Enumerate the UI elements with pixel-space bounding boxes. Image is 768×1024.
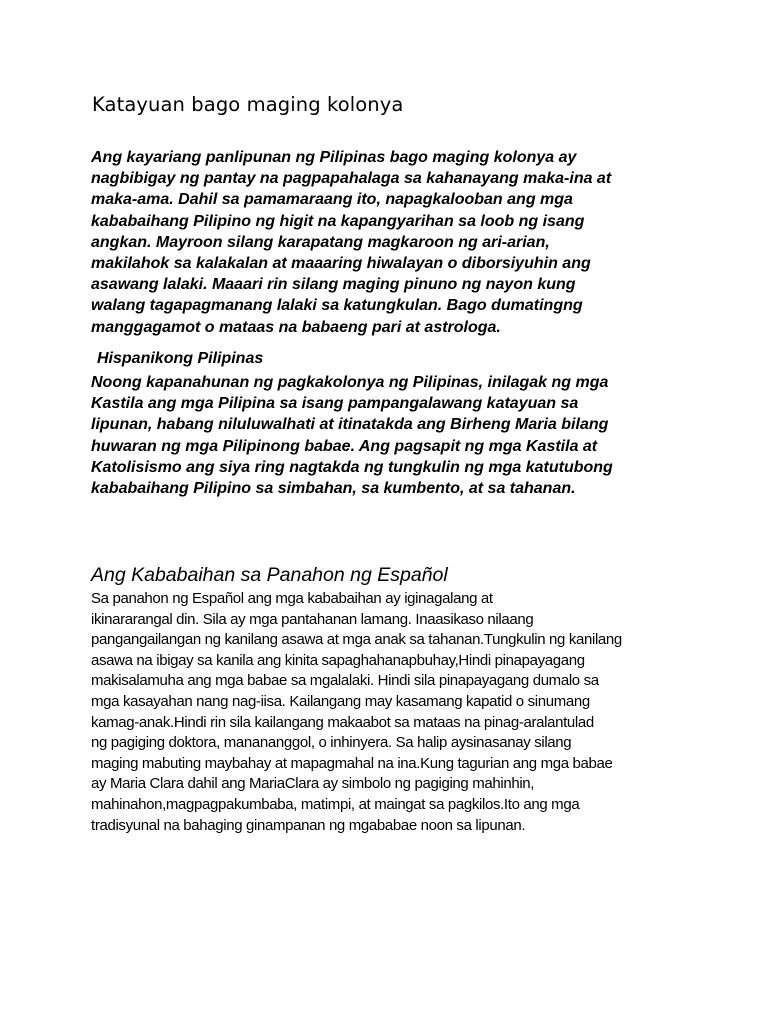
paragraph-hispanikong — [91, 372, 681, 499]
text-line: maka-ama. Dahil sa pamamaraang ito, napagkalooban ang mga — [91, 191, 573, 209]
text-line: asawang lalaki. Maaari rin silang maging pinuno ng nayon kung — [91, 276, 576, 294]
text-line: Sa panahon ng Español ang mga kababaihan ay iginagalang at — [91, 590, 493, 607]
text-line: Kastila ang mga Pilipina sa isang pampangalawang katayuan sa — [91, 395, 579, 413]
text-line: mahinahon,magpagpakumbaba, matimpi, at maingat sa pagkilos.Ito ang mga — [91, 795, 580, 813]
text-line: makilahok sa kalakalan at maaaring hiwalayan o diborsiyuhin ang — [91, 255, 591, 273]
paragraph-kababaihan — [91, 589, 681, 836]
text-line: manggagamot o mataas na babaeng pari at astrologa. — [91, 318, 501, 336]
text-line: kababaihang Pilipino sa simbahan, sa kumbento, at sa tahanan. — [91, 480, 576, 498]
text-line: kababaihang Pilipino ng higit na kapangyarihan sa loob ng isang — [91, 212, 585, 230]
text-line: kamag-anak.Hindi rin sila kailangang makaabot sa mataas na pinag-aralantulad — [91, 713, 594, 731]
text-line: asawa na ibigay sa kanila ang kinita sapaghahanapbuhay,Hindi pinapayagang — [91, 651, 585, 669]
text-line: ng pagiging doktora, manananggol, o inhinyera. Sa halip aysinasanay silang — [91, 734, 572, 752]
section-heading-katayuan: Katayuan bago maging kolonya — [92, 93, 404, 116]
text-line: huwaran ng mga Pilipinong babae. Ang pagsapit ng mga Kastila at — [91, 437, 598, 455]
text-line: Noong kapanahunan ng pagkakolonya ng Pilipinas, inilagak ng mga — [91, 374, 609, 391]
text-line: tradisyunal na bahaging ginampanan ng mgababae noon sa lipunan. — [91, 816, 526, 834]
paragraph-katayuan — [91, 147, 681, 338]
text-line: Ang kayariang panlipunan ng Pilipinas bago maging kolonya ay — [91, 149, 577, 166]
text-line: ay Maria Clara dahil ang MariaClara ay simbolo ng pagiging mahinhin, — [91, 775, 535, 793]
text-line: lipunan, habang niluluwalhati at itinatakda ang Birheng Maria bilang — [91, 416, 609, 434]
text-line: maging mabuting maybahay at mapagmahal na ina.Kung tagurian ang mga babae — [91, 754, 613, 772]
section-heading-hispanikong: Hispanikong Pilipinas — [97, 350, 264, 367]
text-line: ikinararangal din. Sila ay mga pantahanan lamang. Inaasikaso nilaang — [91, 610, 534, 628]
text-line: nagbibigay ng pantay na pagpapahalaga sa kahanayang maka-ina at — [91, 170, 612, 188]
text-line: Katolisismo ang siya ring nagtakda ng tungkulin ng mga katutubong — [91, 458, 613, 476]
text-line: pangangailangan ng kanilang asawa at mga anak sa tahanan.Tungkulin ng kanilang — [91, 631, 622, 649]
text-line: makisalamuha ang mga babae sa mgalalaki. Hindi sila pinapayagang dumalo sa — [91, 672, 599, 690]
section-heading-kababaihan: Ang Kababaihan sa Panahon ng Español — [91, 564, 448, 586]
text-line: mga kasayahan nang nag-iisa. Kailangang may kasamang kapatid o sinumang — [91, 692, 590, 710]
text-line: angkan. Mayroon silang karapatang magkaroon ng ari-arian, — [91, 233, 550, 251]
text-line: walang tagapagmanang lalaki sa katungkulan. Bago dumatingng — [91, 297, 583, 315]
